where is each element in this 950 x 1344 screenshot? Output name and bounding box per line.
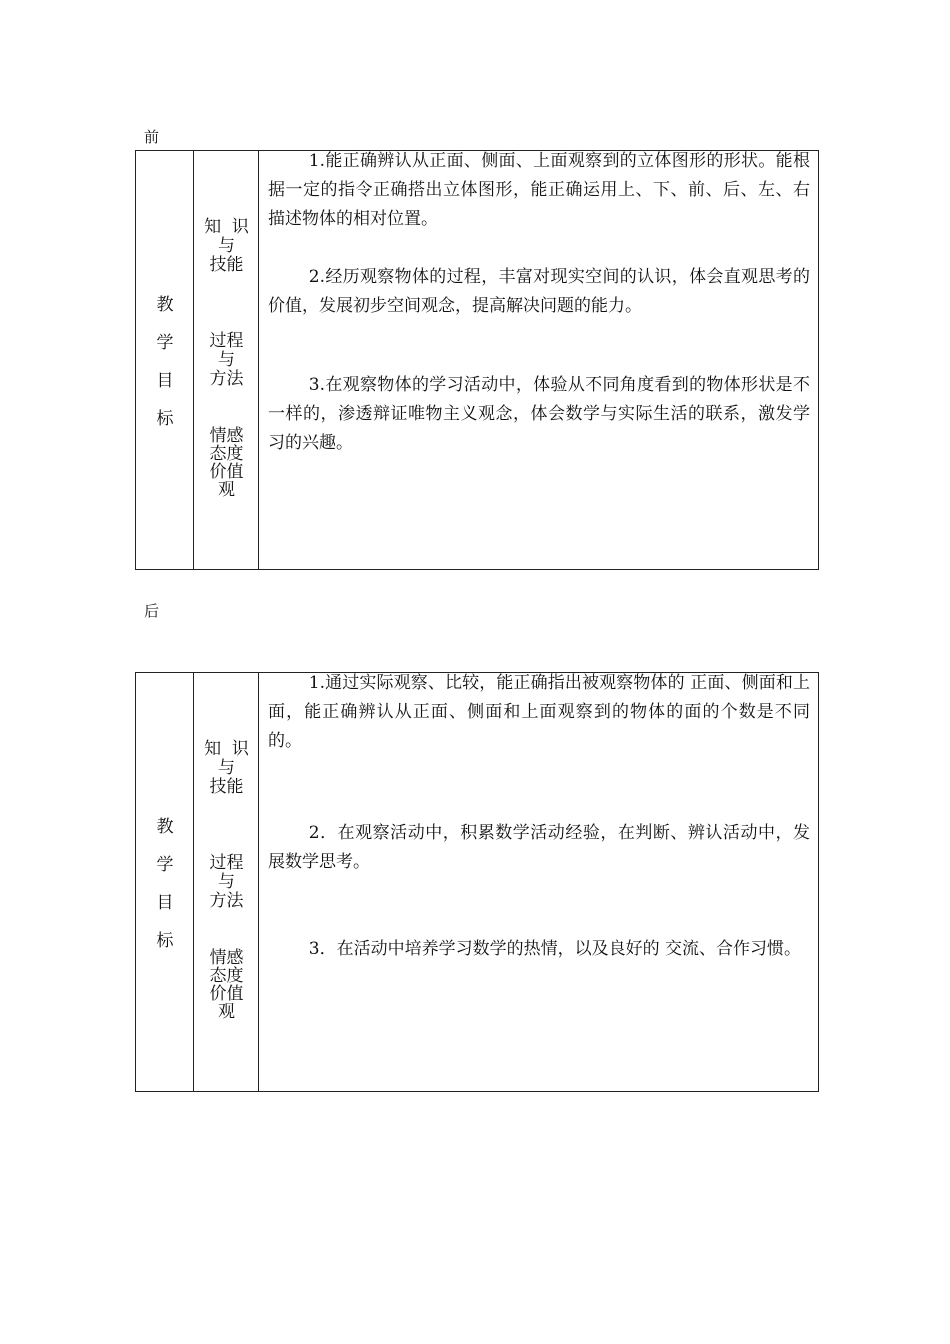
- sub-category-knowledge-line: 知 识: [204, 217, 249, 237]
- sub-category-knowledge-line: 技能: [209, 255, 244, 275]
- sub-category-process-line: 与: [218, 872, 235, 892]
- sub-category-emotion-line: 观: [218, 480, 235, 500]
- sub-category-cell: [194, 673, 259, 1091]
- objective-paragraph: 3．在活动中培养学习数学的热情，以及良好的 交流、合作习惯。: [308, 939, 802, 959]
- objective-paragraph: 2.经历观察物体的过程，丰富对现实空间的认识，体会直观思考的价值，发展初步空间观念，提高解决问题的能力。: [268, 267, 810, 316]
- sub-category-emotion-line: 价值: [209, 984, 244, 1004]
- sub-category-process-line: 过程: [209, 331, 244, 351]
- objectives-table-after: [135, 672, 819, 1092]
- sub-category-emotion-line: 态度: [209, 966, 244, 986]
- sub-category-knowledge-line: 与: [218, 758, 235, 778]
- sub-category-emotion-line: 情感: [209, 426, 244, 446]
- objective-paragraph: 1.能正确辨认从正面、侧面、上面观察到的立体图形的形状。能根据一定的指令正确搭出立体图形，能正确运用上、下、前、后、左、右描述物体的相对位置。: [268, 151, 810, 229]
- main-category-char: 学: [156, 333, 174, 353]
- main-category-cell: [136, 151, 194, 569]
- sub-category-emotion-line: 价值: [209, 462, 244, 482]
- main-category-char: 教: [156, 295, 174, 315]
- sub-category-knowledge-line: 知 识: [204, 739, 249, 759]
- objective-paragraph: 3.在观察物体的学习活动中，体验从不同角度看到的物体形状是不一样的，渗透辩证唯物主义观念，体会数学与实际生活的联系，激发学习的兴趣。: [268, 375, 810, 453]
- sub-category-process-line: 过程: [209, 853, 244, 873]
- main-category-char: 教: [156, 817, 174, 837]
- section-label-before: 前: [144, 128, 160, 146]
- sub-category-knowledge-line: 技能: [209, 777, 244, 797]
- objectives-content-cell: [259, 673, 818, 1091]
- objectives-content-cell: [259, 151, 818, 569]
- main-category-cell: [136, 673, 194, 1091]
- main-category-char: 标: [156, 409, 174, 429]
- objective-paragraph: 2．在观察活动中，积累数学活动经验，在判断、辨认活动中，发展数学思考。: [268, 823, 810, 872]
- objectives-table-before: [135, 150, 819, 570]
- sub-category-emotion-line: 态度: [209, 444, 244, 464]
- sub-category-emotion-line: 情感: [209, 948, 244, 968]
- main-category-char: 目: [156, 893, 174, 913]
- sub-category-cell: [194, 151, 259, 569]
- sub-category-process-line: 与: [218, 350, 235, 370]
- section-label-after: 后: [144, 602, 160, 620]
- main-category-char: 目: [156, 371, 174, 391]
- sub-category-emotion-line: 观: [218, 1002, 235, 1022]
- main-category-char: 标: [156, 931, 174, 951]
- sub-category-process-line: 方法: [209, 369, 244, 389]
- main-category-char: 学: [156, 855, 174, 875]
- sub-category-process-line: 方法: [209, 891, 244, 911]
- sub-category-knowledge-line: 与: [218, 236, 235, 256]
- objective-paragraph: 1.通过实际观察、比较，能正确指出被观察物体的 正面、侧面和上面，能正确辨认从正面、侧面和上面观察到的物体的面的个数是不同的。: [268, 673, 810, 751]
